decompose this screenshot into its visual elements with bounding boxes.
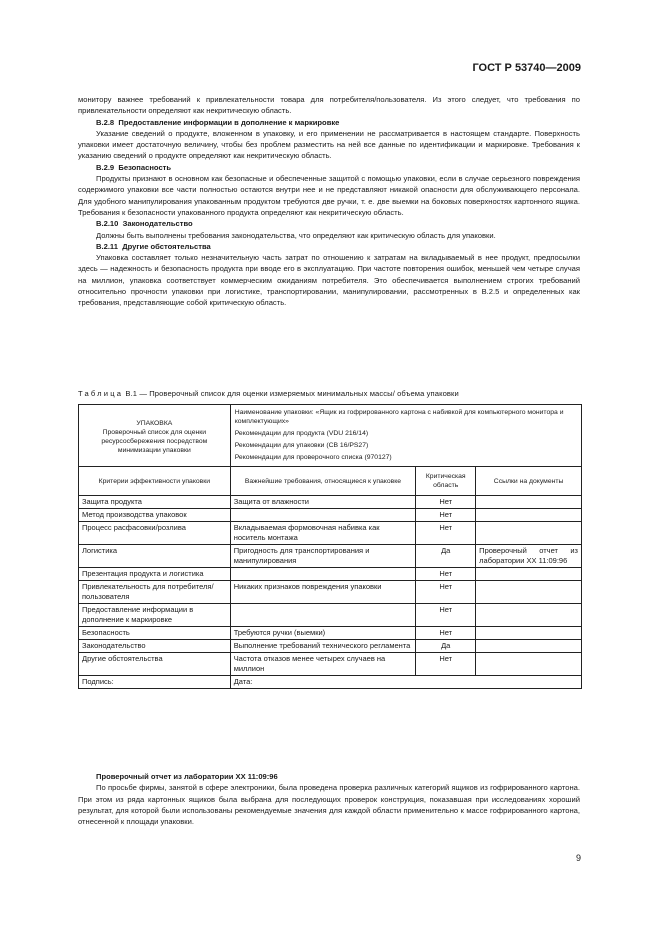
- table-row: [79, 653, 582, 676]
- row-reference: [476, 604, 582, 627]
- row-reference: [476, 653, 582, 676]
- row-requirement: Никаких признаков повреждения упаковки: [230, 581, 416, 604]
- row-requirement: Вкладываемая формовочная набивка как носитель монтажа: [230, 522, 416, 545]
- row-critical: Нет: [416, 604, 476, 627]
- table-row: [79, 522, 582, 545]
- column-header-critical: Критическая область: [416, 467, 476, 496]
- table-row: [79, 509, 582, 522]
- row-criterion: Безопасность: [79, 627, 231, 640]
- row-critical: Нет: [416, 568, 476, 581]
- row-requirement: [230, 604, 416, 627]
- row-criterion: Законодательство: [79, 640, 231, 653]
- row-criterion: Привлекательность для потребителя/пользователя: [79, 581, 231, 604]
- row-reference: [476, 640, 582, 653]
- row-critical: Нет: [416, 522, 476, 545]
- column-header-references: Ссылки на документы: [476, 467, 582, 496]
- row-criterion: Метод производства упаковок: [79, 509, 231, 522]
- row-critical: Нет: [416, 653, 476, 676]
- table-column-headers: [79, 467, 582, 496]
- row-reference: [476, 581, 582, 604]
- row-criterion: Логистика: [79, 545, 231, 568]
- row-reference: Проверочный отчет из лаборатории XX 11:09:96: [476, 545, 582, 568]
- document-id: ГОСТ Р 53740—2009: [472, 62, 581, 74]
- table-header-top: [79, 405, 582, 467]
- report-title: Проверочный отчет из лаборатории XX 11:09:96: [96, 772, 278, 781]
- section-heading-b210: B.2.10 Законодательство: [96, 219, 193, 229]
- checklist-table: [78, 404, 582, 689]
- row-requirement: [230, 509, 416, 522]
- row-requirement: Пригодность для транспортирования и манипулирования: [230, 545, 416, 568]
- table-row: [79, 496, 582, 509]
- row-critical: Нет: [416, 509, 476, 522]
- table-body: [79, 496, 582, 676]
- section-heading-b211: B.2.11 Другие обстоятельства: [96, 241, 211, 251]
- row-requirement: Требуются ручки (выемки): [230, 627, 416, 640]
- date-label: Дата:: [230, 676, 581, 689]
- signature-label: Подпись:: [79, 676, 231, 689]
- row-reference: [476, 568, 582, 581]
- row-critical: Да: [416, 640, 476, 653]
- row-requirement: Частота отказов менее четырех случаев на миллион: [230, 653, 416, 676]
- row-critical: Да: [416, 545, 476, 568]
- page-number: 9: [576, 853, 582, 863]
- table-row: [79, 568, 582, 581]
- column-header-criteria: Критерии эффективности упаковки: [79, 467, 231, 496]
- section-text-b28: Указание сведений о продукте, вложенном в упаковку, и его применении не рассматривается в настоящем стандарте. Поверхность упаковки имеет достаточную величину, чтобы без проблем разместить на ней все данные по идентификации и маркировке. Требования к указанию сведений о продукте определяют как некритическую область.: [78, 128, 580, 161]
- section-heading-b29: B.2.9 Безопасность: [96, 162, 172, 172]
- table-caption: Таблица B.1 — Проверочный список для оценки измеряемых минимальных массы/ объема упаковки: [78, 389, 459, 398]
- row-requirement: [230, 568, 416, 581]
- package-info: Наименование упаковки: «Ящик из гофрированного картона с набивкой для компьютерного монитора и комплектующих» Рекомендации для продукта (VDU 216/14) Рекомендации для упаковки (CB 16/PS27) Рекомендации для проверочного списка (970127): [230, 405, 581, 467]
- report-section: [78, 771, 580, 827]
- table-row: [79, 627, 582, 640]
- row-criterion: Процесс расфасовки/розлива: [79, 522, 231, 545]
- row-criterion: Защита продукта: [79, 496, 231, 509]
- table-row: [79, 640, 582, 653]
- table-row: [79, 545, 582, 568]
- row-requirement: Выполнение требований технического регламента: [230, 640, 416, 653]
- section-text-b211: Упаковка составляет только незначительную часть затрат по отношению к затратам на вкладываемый в нее продукт, предпосылки здесь — надежность и безопасность продукта при вводе его в эксплуатацию. При частоте повторения ошибок, меньшей чем четыре случая на миллион, упаковка соответствует коммерческим ожиданиям потребителя. Это обеспечивается выполнением строгих требований относительно прочности упаковки при логистике, транспортировании, манипулировании, рассмотренных в B.2.5 и определенных как требования, представляющие собой критическую область.: [78, 253, 580, 308]
- section-heading-b28: B.2.8 Предоставление информации в дополнение к маркировке: [96, 117, 340, 127]
- row-criterion: Предоставление информации в дополнение к маркировке: [79, 604, 231, 627]
- section-text-b29: Продукты признают в основном как безопасные и обеспеченные защитой с помощью упаковки, если в случае серьезного повреждения содержимого упаковки все части полностью остаются внутри нее и не представляют никакой опасности для обслуживающего персонала. Для удобного манипулирования упакованным продуктом требуются две ручки, т. е. две выемки на боковых поверхностях картонного ящика. Требования к безопасности упакованного продукта определяют как некритическую область.: [78, 174, 580, 217]
- row-reference: [476, 496, 582, 509]
- row-reference: [476, 509, 582, 522]
- row-critical: Нет: [416, 627, 476, 640]
- row-reference: [476, 522, 582, 545]
- intro-paragraph: монитору важнее требований к привлекательности товара для потребителя/пользователя. Из этого следует, что требования по привлекательности определяют как некритическую область.: [78, 95, 580, 116]
- row-critical: Нет: [416, 581, 476, 604]
- row-reference: [476, 627, 582, 640]
- row-criterion: Другие обстоятельства: [79, 653, 231, 676]
- row-critical: Нет: [416, 496, 476, 509]
- package-header: УПАКОВКА Проверочный список для оценки ресурсосбережения посредством минимизации упаковки: [79, 405, 231, 467]
- table-row: [79, 581, 582, 604]
- column-header-requirements: Важнейшие требования, относящиеся к упаковке: [230, 467, 416, 496]
- table-row: [79, 604, 582, 627]
- signature-row: [79, 676, 582, 689]
- row-criterion: Презентация продукта и логистика: [79, 568, 231, 581]
- section-text-b210: Должны быть выполнены требования законодательства, что определяют как критическую область для упаковки.: [96, 230, 496, 240]
- row-requirement: Защита от влажности: [230, 496, 416, 509]
- report-text: По просьбе фирмы, занятой в сфере электроники, была проведена проверка различных категорий ящиков из гофрированного картона. При этом из ряда картонных ящиков была выбрана для последующих проверок конструкция, показавшая при исследованиях хороший результат, для которой были использованы рекомендуемые значения для каждой области применительно к массе гофрированного картона, отнесенной к площади упаковки.: [78, 783, 580, 827]
- body-text: [78, 94, 580, 309]
